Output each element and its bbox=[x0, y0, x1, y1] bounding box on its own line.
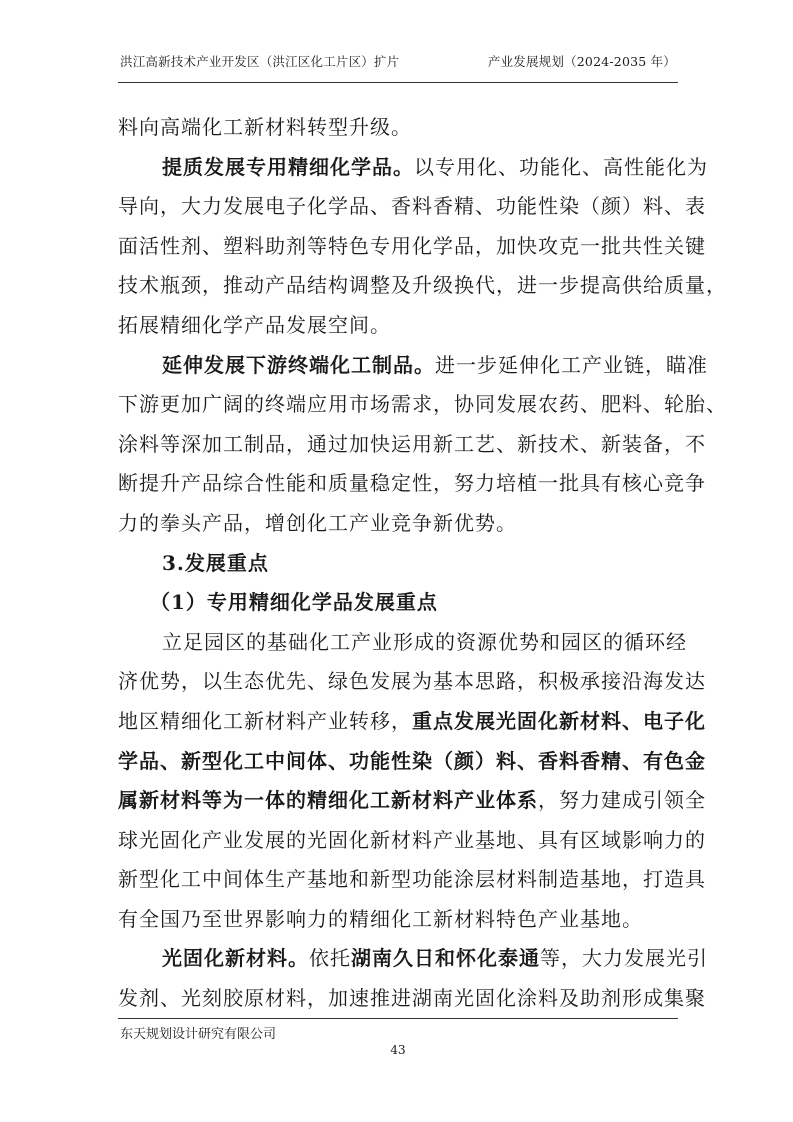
header-right-title: 产业发展规划（2024-2035 年） bbox=[487, 54, 676, 69]
text-line: 导向，大力发展电子化学品、香料香精、功能性染（颜）料、表 bbox=[118, 194, 706, 219]
subsection-heading: （1）专用精细化学品发展重点 bbox=[150, 590, 438, 615]
text-line: 有全国乃至世界影响力的精细化工新材料特色产业基地。 bbox=[118, 906, 643, 931]
text-line bbox=[118, 346, 708, 386]
page-number: 43 bbox=[390, 1043, 406, 1057]
text-line bbox=[118, 781, 706, 821]
text-line: 力的拳头产品，增创化工产业竞争新优势。 bbox=[118, 510, 517, 535]
bold-lead: 提质发展专用精细化学品。 bbox=[162, 154, 414, 179]
text-line: 下游更加广阔的终端应用市场需求，协同发展农药、肥料、轮胎、 bbox=[118, 392, 727, 417]
text-line: 涂料等深加工制品，通过加快运用新工艺、新技术、新装备，不 bbox=[118, 431, 706, 456]
text-line bbox=[118, 148, 708, 188]
text-line: 技术瓶颈，推动产品结构调整及升级换代，进一步提高供给质量， bbox=[118, 273, 727, 298]
text-line: 济优势，以生态优先、绿色发展为基本思路，积极承接沿海发达 bbox=[118, 669, 706, 694]
page-header bbox=[118, 38, 678, 83]
section-heading: 3.发展重点 bbox=[162, 550, 269, 575]
document-body bbox=[118, 108, 727, 1019]
text-line: 拓展精细化学产品发展空间。 bbox=[118, 312, 391, 337]
text-line: 立足园区的基础化工产业形成的资源优势和园区的循环经 bbox=[162, 629, 687, 654]
text-line: 学品、新型化工中间体、功能性染（颜）料、香料香精、有色金 bbox=[118, 748, 706, 773]
bold-span: 属新材料等为一体的精细化工新材料产业体系 bbox=[118, 788, 538, 813]
text-span: 地区精细化工新材料产业转移， bbox=[118, 708, 412, 733]
bold-lead: 延伸发展下游终端化工制品。 bbox=[162, 352, 435, 377]
text-line: 面活性剂、塑料助剂等特色专用化学品，加快攻克一批共性关键 bbox=[118, 233, 706, 258]
text-line: 断提升产品综合性能和质量稳定性，努力培植一批具有核心竞争 bbox=[118, 471, 706, 496]
bold-span: 湖南久日和怀化泰通 bbox=[351, 946, 540, 971]
text-line: 球光固化产业发展的光固化新材料产业基地、具有区域影响力的 bbox=[118, 827, 706, 852]
text-span: 等，大力发展光引 bbox=[540, 946, 708, 971]
footer-organization: 东天规划设计研究有限公司 bbox=[120, 1027, 277, 1042]
text-span: 进一步延伸化工产业链，瞄准 bbox=[435, 352, 708, 377]
bold-lead: 光固化新材料。 bbox=[162, 946, 309, 971]
header-left-title: 洪江高新技术产业开发区（洪江区化工片区）扩片 bbox=[120, 54, 400, 69]
text-line bbox=[118, 702, 706, 742]
text-line bbox=[118, 939, 708, 979]
text-line: 发剂、光刻胶原材料，加速推进湖南光固化涂料及助剂形成集聚 bbox=[118, 986, 706, 1011]
bold-span: 重点发展光固化新材料、电子化 bbox=[412, 708, 706, 733]
text-span: ，努力建成引领全 bbox=[538, 788, 706, 813]
text-span: 依托 bbox=[309, 946, 351, 971]
text-line: 新型化工中间体生产基地和新型功能涂层材料制造基地，打造具 bbox=[118, 867, 706, 892]
text-line: 料向高端化工新材料转型升级。 bbox=[118, 115, 412, 139]
text-span: 以专用化、功能化、高性能化为 bbox=[414, 154, 708, 179]
page-footer bbox=[118, 1018, 678, 1057]
